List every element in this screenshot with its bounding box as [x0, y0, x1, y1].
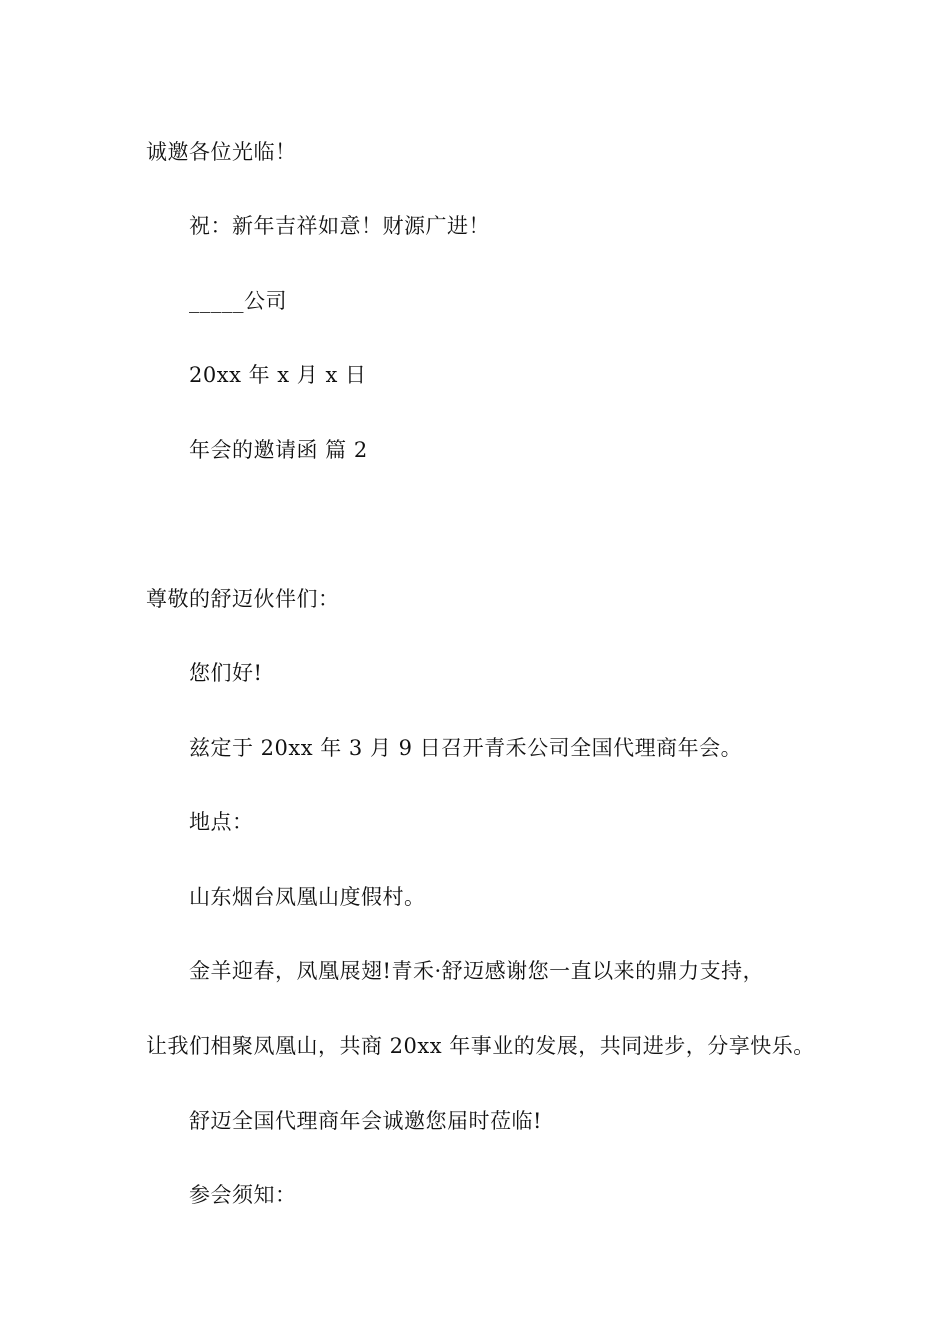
- attendance-notes-heading: 参会须知：: [189, 1183, 297, 1207]
- invitation-line: 舒迈全国代理商年会诚邀您届时莅临!: [189, 1109, 542, 1133]
- location-label: 地点：: [189, 810, 254, 834]
- wishes-line: 祝：新年吉祥如意！财源广进！: [189, 214, 490, 238]
- company-signature-line: _____公司: [189, 289, 287, 313]
- greeting-line: 您们好!: [189, 661, 263, 685]
- closing-invitation-line: 诚邀各位光临！: [146, 140, 297, 164]
- location-value: 山东烟台凤凰山度假村。: [189, 885, 426, 909]
- announcement-line: 兹定于 20xx 年 3 月 9 日召开青禾公司全国代理商年会。: [189, 736, 743, 760]
- body-paragraph-line-2: 让我们相聚凤凰山，共商 20xx 年事业的发展，共同进步，分享快乐。: [146, 1034, 815, 1058]
- date-line: 20xx 年 x 月 x 日: [189, 363, 367, 387]
- body-paragraph-line-1: 金羊迎春，凤凰展翅!青禾·舒迈感谢您一直以来的鼎力支持，: [189, 959, 765, 983]
- salutation-line: 尊敬的舒迈伙伴们：: [146, 587, 340, 611]
- section-heading: 年会的邀请函 篇 2: [189, 438, 368, 462]
